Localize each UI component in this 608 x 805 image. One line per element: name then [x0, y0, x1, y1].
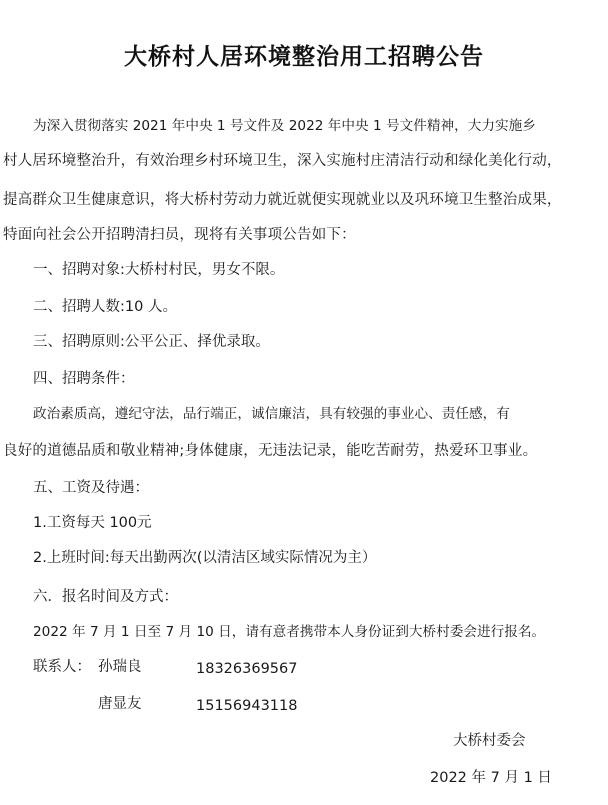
contact-label: 联系人：	[33, 659, 91, 675]
section-recruit-principle: 三、招聘原则:公平公正、择优录取。	[33, 334, 270, 350]
section-conditions-heading: 四、招聘条件：	[33, 371, 135, 387]
salary-item-wage: 1.工资每天 100元	[33, 515, 152, 531]
intro-line-4: 特面向社会公开招聘清扫员，现将有关事项公告如下：	[3, 227, 356, 243]
issue-date: 2022 年 7 月 1 日	[430, 770, 552, 786]
contact-name-2: 唐显友	[98, 696, 142, 712]
contact-name-1: 孙瑞良	[98, 659, 142, 675]
contact-phone-1: 18326369567	[196, 661, 298, 677]
section-recruit-target: 一、招聘对象:大桥村村民，男女不限。	[33, 262, 285, 278]
document-title: 大桥村人居环境整治用工招聘公告	[124, 43, 484, 70]
conditions-line-1: 政治素质高，遵纪守法，品行端正，诚信廉洁，具有较强的事业心、责任感，有	[33, 406, 510, 422]
intro-line-3: 提高群众卫生健康意识，将大桥村劳动力就近就便实现就业以及巩环境卫生整治成果，	[3, 192, 562, 208]
signature: 大桥村委会	[453, 733, 526, 749]
contact-phone-2: 15156943118	[196, 698, 298, 714]
registration-text: 2022 年 7 月 1 日至 7 月 10 日，请有意者携带本人身份证到大桥村委会进行报名。	[33, 624, 546, 640]
section-registration-heading: 六．报名时间及方式：	[33, 589, 178, 605]
intro-line-2: 村人居环境整治升，有效治理乡村环境卫生，深入实施村庄清洁行动和绿化美化行动，	[3, 153, 562, 169]
salary-item-hours: 2.上班时间:每天出勤两次(以清洁区域实际情况为主）	[33, 550, 377, 566]
conditions-line-2: 良好的道德品质和敬业精神;身体健康，无违法记录，能吃苦耐劳，热爱环卫事业。	[3, 443, 538, 459]
section-salary-heading: 五、工资及待遇：	[33, 480, 149, 496]
section-recruit-count: 二、招聘人数:10 人。	[33, 299, 177, 315]
intro-line-1: 为深入贯彻落实 2021 年中央 1 号文件及 2022 年中央 1 号文件精神，大力实施乡	[33, 118, 536, 134]
